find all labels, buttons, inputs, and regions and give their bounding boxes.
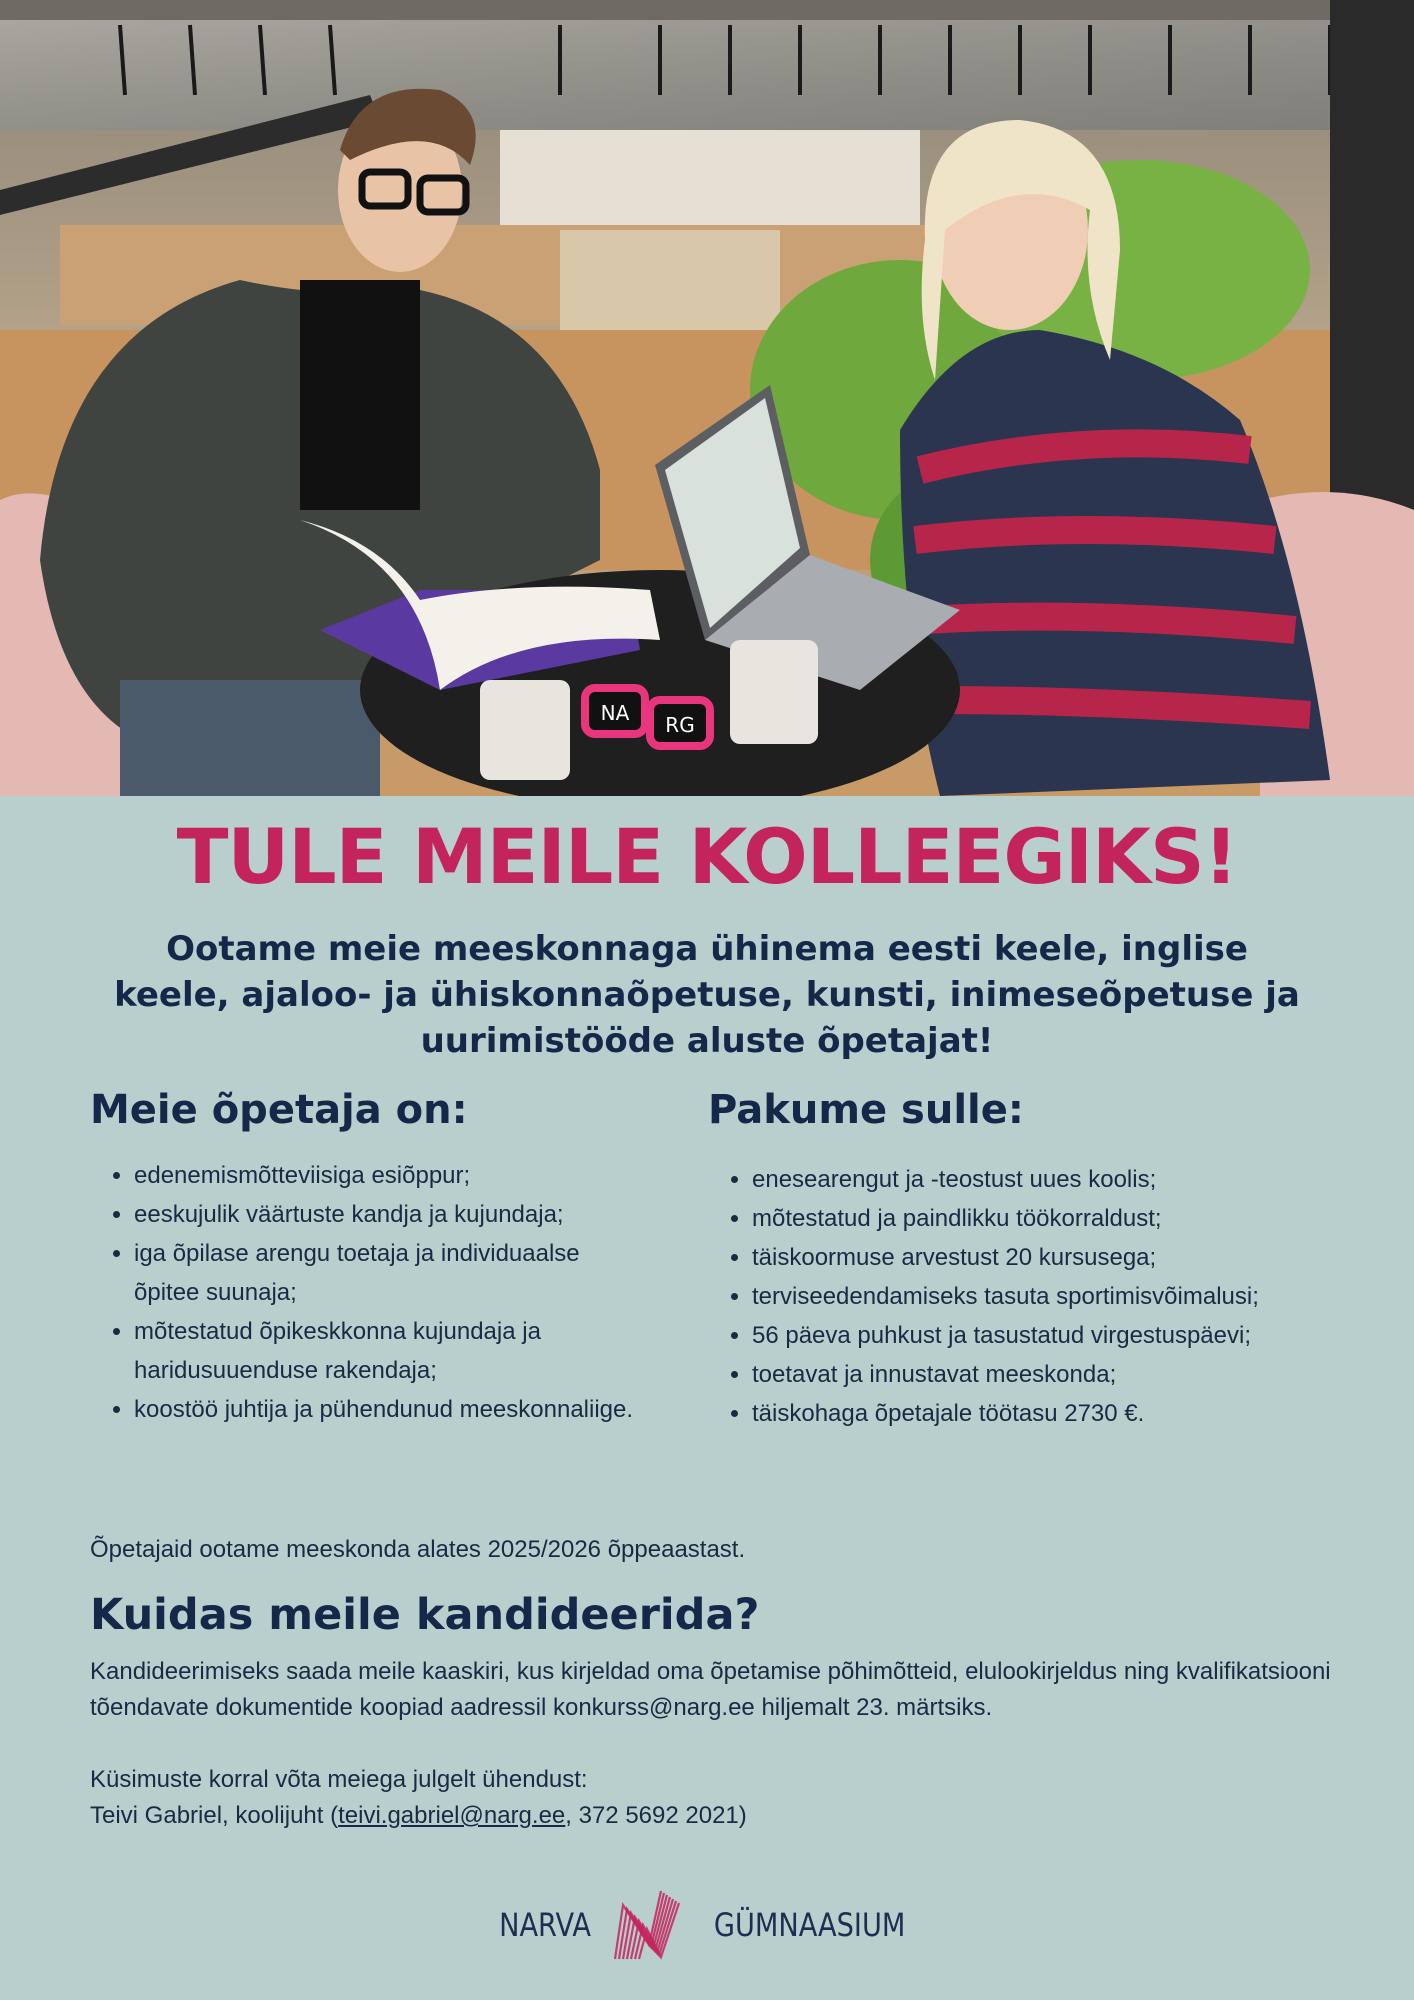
logo-mark-icon <box>609 1885 687 1965</box>
glasses-label-left: NA <box>600 701 630 725</box>
contact-intro: Küsimuste korral võta meiega julgelt ühendust: <box>90 1766 588 1793</box>
logo-word-left: NARVA <box>499 1906 592 1944</box>
list-item: • edenemismõtteviisiga esiõppur; <box>134 1156 650 1195</box>
contact-prefix: Teivi Gabriel, koolijuht ( <box>90 1802 339 1829</box>
list-item: • eeskujulik väärtuste kandja ja kujundaja; <box>134 1195 650 1234</box>
offer-section <box>708 1084 1348 1433</box>
list-item: • 56 päeva puhkust ja tasustatud virgestuspäevi; <box>752 1316 1348 1355</box>
teacher-qualities-list <box>90 1156 650 1429</box>
photo-illustration <box>0 0 1414 796</box>
list-item: • terviseedendamiseks tasuta sportimisvõimalusi; <box>752 1277 1348 1316</box>
list-item: • toetavat ja innustavat meeskonda; <box>752 1355 1348 1394</box>
list-item: • mõtestatud õpikeskkonna kujundaja ja haridusuuenduse rakendaja; <box>134 1312 650 1390</box>
list-item: • täiskoormuse arvestust 20 kursusega; <box>752 1238 1348 1277</box>
list-item: • enesearengut ja -teostust uues koolis; <box>752 1160 1348 1199</box>
narg-glasses <box>585 688 710 746</box>
page-title: TULE MEILE KOLLEEGIKS! <box>176 812 1238 901</box>
start-note: Õpetajaid ootame meeskonda alates 2025/2026 õppeaastast. <box>90 1536 746 1563</box>
hero-photo <box>0 0 1414 796</box>
teacher-qualities-title: Meie õpetaja on: <box>90 1087 468 1133</box>
apply-text: Kandideerimiseks saada meile kaaskiri, kus kirjeldad oma õpetamise põhimõtteid, elulookirjeldus ning kvalifikatsiooni tõendavate dokumentide koopiad aadressil konkurss@narg.ee hiljemalt 23. märtsiks. <box>90 1658 1331 1721</box>
contact-section <box>90 1762 1340 1834</box>
contact-suffix: , 372 5692 2021) <box>565 1802 747 1829</box>
offer-list <box>708 1160 1348 1433</box>
offer-title: Pakume sulle: <box>708 1087 1024 1133</box>
apply-title: Kuidas meile kandideerida? <box>90 1590 760 1640</box>
contact-line <box>90 1798 1340 1834</box>
logo-word-right: GÜMNAASIUM <box>714 1906 906 1944</box>
list-item: • koostöö juhtija ja pühendunud meeskonnaliige. <box>134 1390 650 1429</box>
teacher-qualities-section <box>90 1084 650 1429</box>
list-item: • mõtestatud ja paindlikku töökorraldust; <box>752 1199 1348 1238</box>
list-item: • iga õpilase arengu toetaja ja individuaalse õpitee suunaja; <box>134 1234 650 1312</box>
glasses-label-right: RG <box>665 713 695 737</box>
list-item: • täiskohaga õpetajale töötasu 2730 €. <box>752 1394 1348 1433</box>
school-logo <box>0 1880 1414 1970</box>
intro-text: Ootame meie meeskonnaga ühinema eesti keele, inglise keele, ajaloo- ja ühiskonnaõpetuse, kunsti, inimeseõpetuse ja uurimistööde aluste õpetajat! <box>114 929 1300 1061</box>
contact-email-link[interactable]: teivi.gabriel@narg.ee <box>338 1802 566 1829</box>
